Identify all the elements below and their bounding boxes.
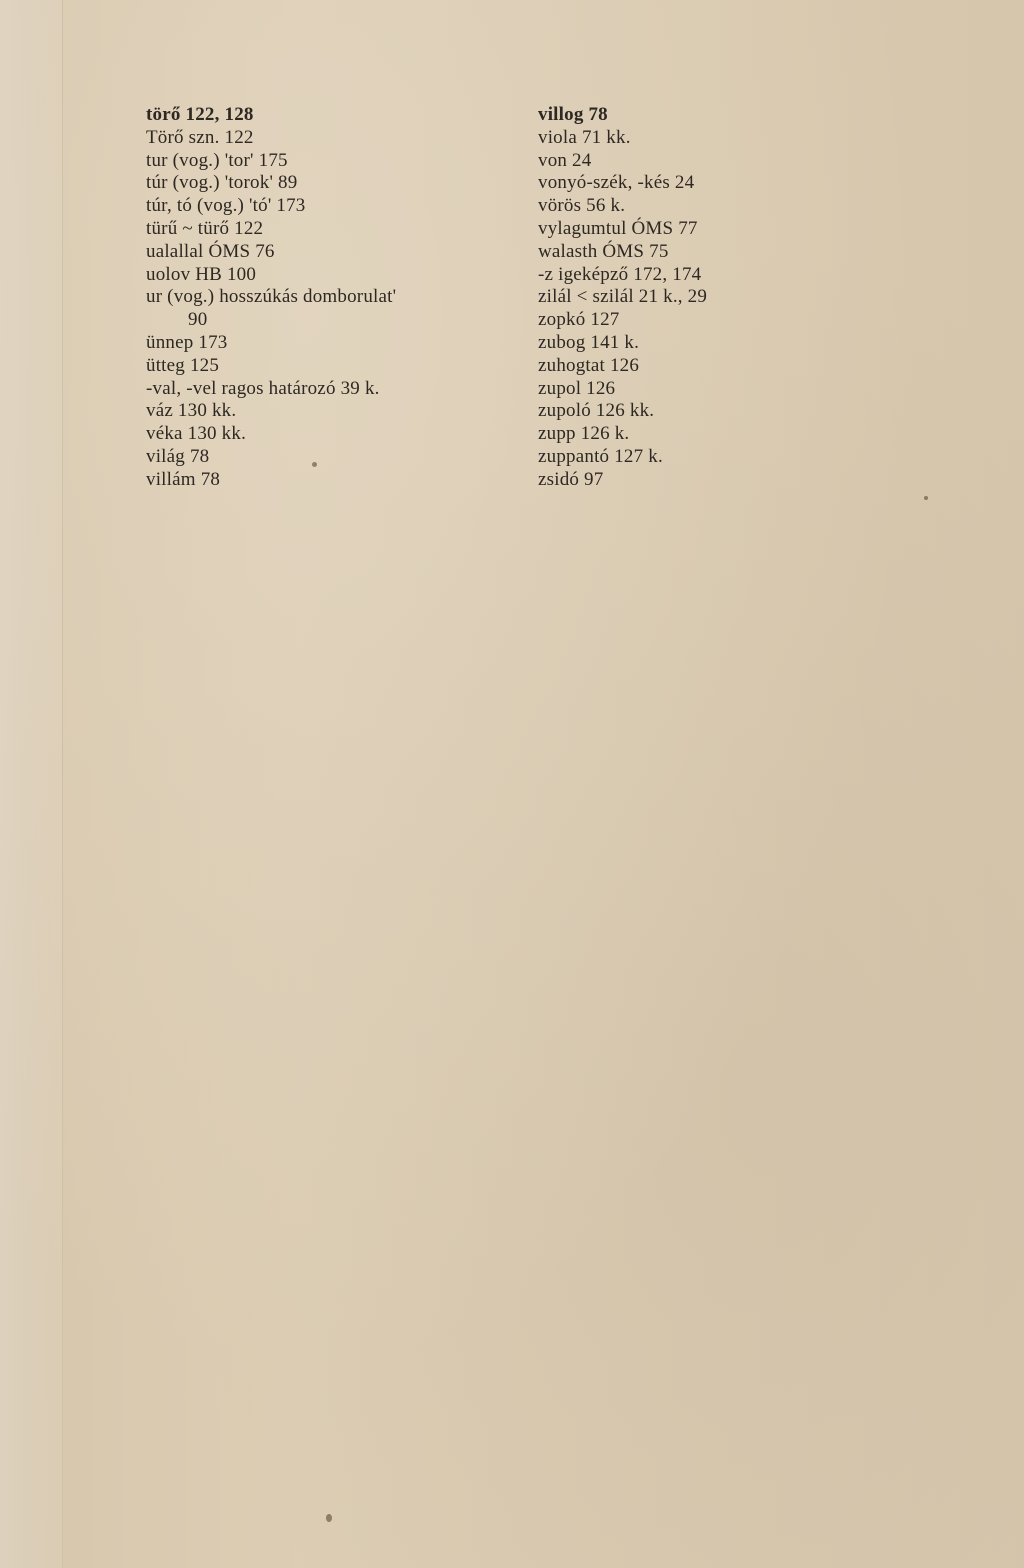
index-entry: vonyó-szék, -kés 24: [538, 172, 695, 194]
page-edge: [0, 0, 63, 1568]
index-entry: zupoló 126 kk.: [538, 400, 655, 422]
index-entry: ünnep 173: [146, 331, 228, 353]
index-entry: ütteg 125: [146, 354, 220, 376]
paper-speck: [312, 462, 317, 467]
index-entry: -z igeképző 172, 174: [538, 263, 702, 285]
index-entry: túr (vog.) 'torok' 89: [146, 172, 298, 194]
paper-speck: [924, 496, 928, 500]
index-entry: ur (vog.) hosszúkás domborulat': [146, 286, 397, 308]
index-entry: Törő szn. 122: [146, 126, 254, 148]
index-column-right: [538, 104, 838, 492]
index-entry: vörös 56 k.: [538, 195, 626, 217]
index-column-left: [146, 104, 516, 492]
index-entry: uolov HB 100: [146, 263, 257, 285]
index-entry-continuation: 90: [188, 309, 208, 331]
paper-speck: [326, 1514, 332, 1522]
index-entry: viola 71 kk.: [538, 126, 631, 148]
index-entry: zupol 126: [538, 377, 616, 399]
index-entry: zuhogtat 126: [538, 354, 640, 376]
index-entry: törő 122, 128: [146, 104, 254, 125]
index-entry: villám 78: [146, 468, 221, 490]
index-entry: túr, tó (vog.) 'tó' 173: [146, 195, 306, 217]
index-entry: zubog 141 k.: [538, 331, 640, 353]
index-entry: zopkó 127: [538, 309, 620, 331]
index-entry: zuppantó 127 k.: [538, 445, 663, 467]
index-entry: váz 130 kk.: [146, 400, 237, 422]
index-entry: zsidó 97: [538, 468, 604, 490]
index-entry: zilál < szilál 21 k., 29: [538, 286, 708, 308]
index-entry: türű ~ türő 122: [146, 217, 264, 239]
index-entry: zupp 126 k.: [538, 423, 630, 445]
index-entry: tur (vog.) 'tor' 175: [146, 149, 288, 171]
index-entry: vylagumtul ÓMS 77: [538, 217, 698, 239]
index-entry: von 24: [538, 149, 592, 171]
index-entry: villog 78: [538, 104, 608, 125]
index-entry: véka 130 kk.: [146, 423, 247, 445]
index-entry: -val, -vel ragos határozó 39 k.: [146, 377, 380, 399]
index-entry: walasth ÓMS 75: [538, 240, 669, 262]
index-entry: ualallal ÓMS 76: [146, 240, 275, 262]
index-entry: világ 78: [146, 445, 210, 467]
